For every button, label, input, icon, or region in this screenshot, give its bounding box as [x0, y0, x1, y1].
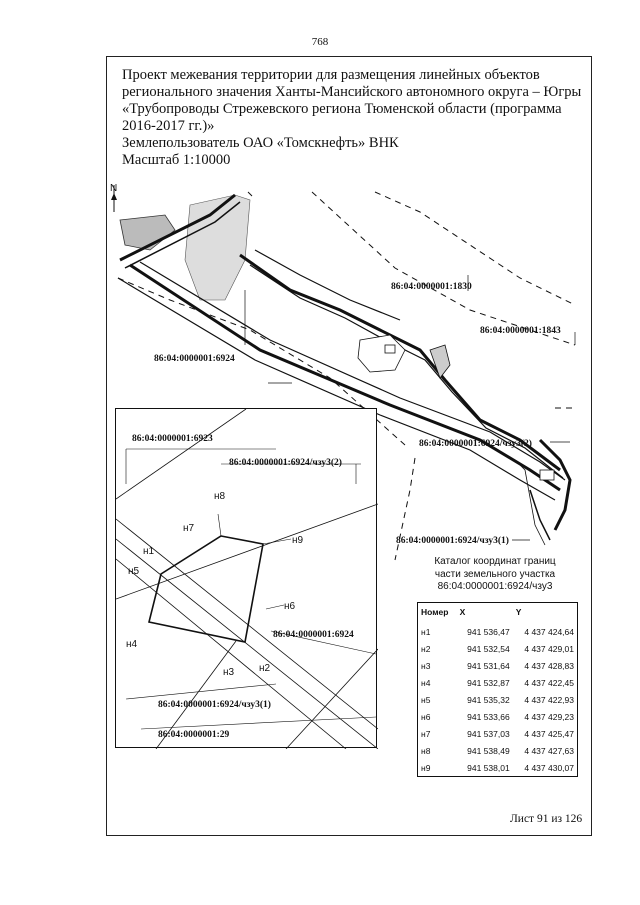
row-y: 4 437 427,63 [524, 745, 574, 756]
row-id: н1 [421, 626, 431, 637]
row-y: 4 437 425,47 [524, 728, 574, 739]
inset-second-corridor [116, 504, 378, 599]
point-label-n6: н6 [284, 601, 296, 612]
label-parcel-6924-chzu1: 86:04:0000001:6924/чзу3(1) [396, 536, 509, 546]
row-id: н2 [421, 643, 431, 654]
north-label: N [110, 183, 118, 194]
site-structures [358, 335, 554, 480]
row-x: 941 532,54 [467, 643, 510, 654]
table-row [418, 640, 578, 657]
catalog-title [412, 556, 578, 594]
row-x: 941 533,66 [467, 711, 510, 722]
inset-map [115, 408, 377, 748]
inset-label-6924-chzu1: 86:04:0000001:6924/чзу3(1) [158, 700, 271, 710]
inset-label-29: 86:04:0000001:29 [158, 730, 230, 740]
point-label-n4: н4 [126, 639, 138, 650]
table-row [418, 674, 578, 691]
header-y: Y [515, 607, 522, 617]
row-x: 941 538,01 [467, 762, 510, 773]
row-id: н9 [421, 762, 431, 773]
row-id: н3 [421, 660, 431, 671]
table-row [418, 657, 578, 674]
table-row [418, 691, 578, 708]
table-row [418, 759, 578, 777]
point-label-n7: н7 [183, 523, 195, 534]
inset-label-6924-chzu2: 86:04:0000001:6924/чзу3(2) [229, 458, 342, 468]
header-x: X [459, 607, 466, 617]
row-y: 4 437 422,93 [524, 694, 574, 705]
north-arrow-icon [110, 183, 117, 212]
table-row [418, 623, 578, 640]
row-x: 941 537,03 [467, 728, 510, 739]
label-parcel-6924-chzu2: 86:04:0000001:6924/чзу3(2) [419, 439, 532, 449]
row-y: 4 437 429,01 [524, 643, 574, 654]
sheet-number: Лист 91 из 126 [510, 813, 583, 825]
point-label-n2: н2 [259, 663, 271, 674]
table-row [418, 742, 578, 759]
inset-label-6923: 86:04:0000001:6923 [132, 434, 213, 444]
inset-drawing [116, 409, 378, 749]
catalog-title-line-1: Каталог координат границ [434, 556, 556, 567]
table-row [418, 725, 578, 742]
header-line-2: регионального значения Ханты-Мансийского автономного округа – Югры [122, 84, 582, 100]
inset-label-6924: 86:04:0000001:6924 [273, 630, 354, 640]
row-id: н7 [421, 728, 431, 739]
row-id: н5 [421, 694, 431, 705]
point-label-n1: н1 [143, 546, 155, 557]
header-number: Номер [421, 607, 449, 617]
label-parcel-6924: 86:04:0000001:6924 [154, 354, 235, 364]
coordinates-table [417, 602, 578, 777]
row-id: н4 [421, 677, 431, 688]
point-label-n9: н9 [292, 535, 304, 546]
catalog-title-line-2: части земельного участка [434, 568, 556, 580]
row-id: н8 [421, 745, 431, 756]
point-label-n8: н8 [214, 491, 226, 502]
row-y: 4 437 422,45 [524, 677, 574, 688]
row-x: 941 531,64 [467, 660, 510, 671]
header-line-6: Масштаб 1:10000 [122, 152, 231, 168]
inset-leaders [126, 449, 376, 729]
header-line-1: Проект межевания территории для размещения линейных объектов [122, 67, 540, 83]
row-x: 941 538,49 [467, 745, 510, 756]
header-line-4: 2016-2017 гг.)» [122, 118, 215, 134]
page-number: 768 [311, 36, 329, 48]
row-y: 4 437 430,07 [524, 762, 574, 773]
row-y: 4 437 424,64 [524, 626, 574, 637]
label-parcel-1843: 86:04:0000001:1843 [480, 326, 561, 336]
header-line-5: Землепользователь ОАО «Томскнефть» ВНК [122, 135, 399, 151]
catalog-title-line-3: 86:04:0000001:6924/чзу3 [437, 581, 553, 592]
point-label-n5: н5 [128, 566, 140, 577]
label-parcel-1830: 86:04:0000001:1830 [391, 282, 472, 292]
row-id: н6 [421, 711, 431, 722]
row-y: 4 437 429,23 [524, 711, 574, 722]
row-x: 941 535,32 [467, 694, 510, 705]
header-line-3: «Трубопроводы Стрежевского региона Тюменской области (программа [122, 101, 562, 117]
point-label-n3: н3 [223, 667, 235, 678]
row-x: 941 536,47 [467, 626, 510, 637]
table-row [418, 708, 578, 725]
row-y: 4 437 428,83 [524, 660, 574, 671]
table-header-row [418, 603, 578, 624]
row-x: 941 532,87 [467, 677, 510, 688]
